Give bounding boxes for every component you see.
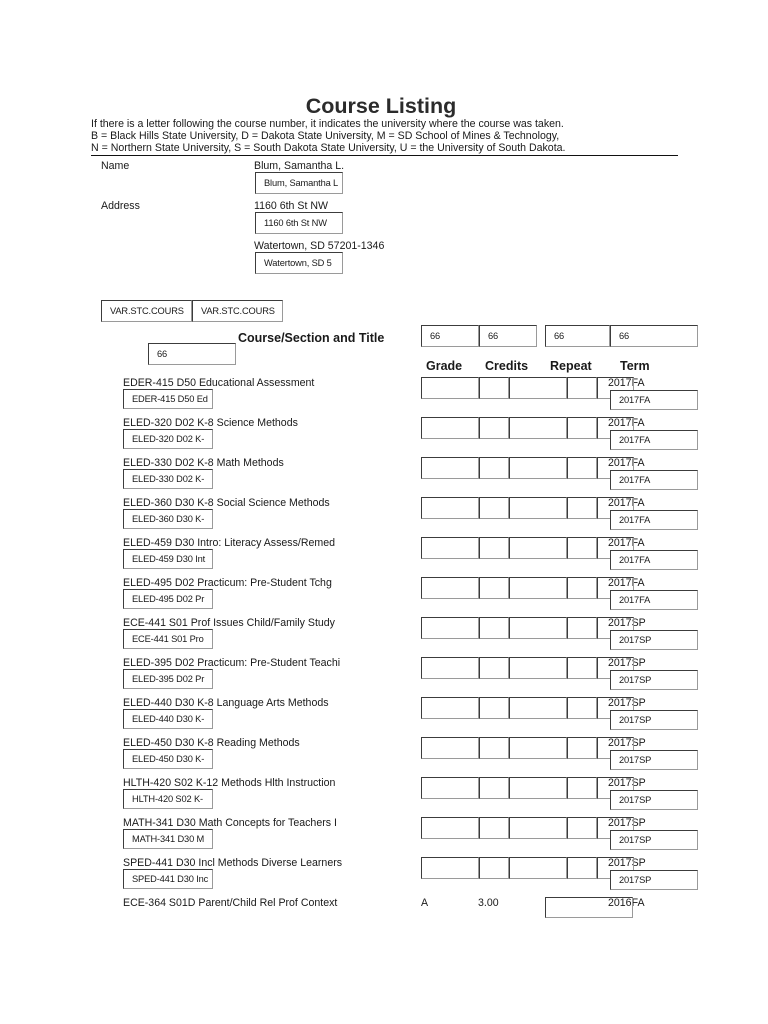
credits-detail-field[interactable] [509, 497, 567, 519]
credits-detail-field[interactable] [509, 817, 567, 839]
term-field[interactable]: 2017SP [610, 830, 698, 850]
address-line2: Watertown, SD 57201-1346 [254, 240, 385, 252]
credits-detail-field[interactable] [509, 417, 567, 439]
intro-line: B = Black Hills State University, D = Dakota State University, M = SD School of Mines & Technology, [91, 130, 560, 142]
course-title: ECE-441 S01 Prof Issues Child/Family Study [123, 617, 335, 629]
term-column-header: Term [620, 359, 650, 373]
course-title: ELED-450 D30 K-8 Reading Methods [123, 737, 300, 749]
grade-field[interactable] [421, 857, 479, 879]
name-label: Name [101, 160, 130, 172]
grade-column-header: Grade [426, 359, 463, 373]
credits-value: 3.00 [478, 897, 499, 909]
course-title: ELED-495 D02 Practicum: Pre-Student Tchg [123, 577, 332, 589]
student-name: Blum, Samantha L. [254, 160, 345, 172]
credits-field[interactable] [479, 777, 509, 799]
course-title: MATH-341 D30 Math Concepts for Teachers I [123, 817, 337, 829]
address-line2-field[interactable]: Watertown, SD 5 [255, 252, 343, 274]
term-field[interactable]: 2017FA [610, 550, 698, 570]
grade-value: A [421, 897, 429, 909]
term-field[interactable]: 2017FA [610, 430, 698, 450]
course-row [0, 657, 768, 697]
address-label: Address [101, 200, 140, 212]
credits-field[interactable] [479, 457, 509, 479]
term-label: 2017FA [608, 457, 645, 469]
term-label: 2017FA [608, 577, 645, 589]
course-title: ELED-320 D02 K-8 Science Methods [123, 417, 298, 429]
course-row [0, 577, 768, 617]
credits-detail-field[interactable] [509, 737, 567, 759]
term-label: 2017FA [608, 417, 645, 429]
course-title-field[interactable]: ELED-395 D02 Pr [123, 669, 213, 689]
course-row [0, 737, 768, 777]
course-row [0, 377, 768, 417]
term-label: 2017SP [608, 857, 646, 869]
term-label: 2017SP [608, 657, 646, 669]
grade-field[interactable] [421, 657, 479, 679]
term-label: 2017SP [608, 817, 646, 829]
term-field[interactable]: 2017FA [610, 510, 698, 530]
term-label: 2017SP [608, 777, 646, 789]
course-section-title-heading: Course/Section and Title [238, 331, 385, 345]
term-field[interactable]: 2017SP [610, 710, 698, 730]
term-field[interactable]: 2017SP [610, 790, 698, 810]
course-title-field[interactable]: MATH-341 D30 M [123, 829, 213, 849]
address-line1: 1160 6th St NW [254, 200, 328, 212]
credits-detail-field[interactable] [509, 537, 567, 559]
course-row [0, 857, 768, 897]
course-title-field[interactable]: ELED-440 D30 K- [123, 709, 213, 729]
var-stc-course-field[interactable]: VAR.STC.COURS [192, 300, 283, 322]
var-stc-course-field[interactable]: VAR.STC.COURS [101, 300, 192, 322]
course-title: ELED-440 D30 K-8 Language Arts Methods [123, 697, 329, 709]
repeat-field[interactable] [567, 817, 597, 839]
grade-field[interactable] [421, 737, 479, 759]
repeat-field[interactable] [567, 777, 597, 799]
credits-field[interactable] [479, 537, 509, 559]
course-row [0, 457, 768, 497]
repeat-field[interactable] [567, 497, 597, 519]
course-row [0, 497, 768, 537]
intro-line: N = Northern State University, S = South Dakota State University, U = the University of South Dakota. [91, 142, 566, 154]
intro-text [91, 118, 565, 154]
repeat-field[interactable] [567, 697, 597, 719]
header-divider [91, 155, 678, 156]
grade-field[interactable] [421, 697, 479, 719]
term-field[interactable]: 2017FA [610, 590, 698, 610]
credits-field[interactable] [479, 377, 509, 399]
credits-detail-field[interactable] [509, 657, 567, 679]
credits-column-header: Credits [485, 359, 529, 373]
header-top-field[interactable]: 66 [610, 325, 698, 347]
term-label: 2017SP [608, 697, 646, 709]
course-title: EDER-415 D50 Educational Assessment [123, 377, 315, 389]
credits-detail-field[interactable] [509, 617, 567, 639]
repeat-field[interactable] [567, 657, 597, 679]
credits-field[interactable] [479, 497, 509, 519]
course-title-field[interactable]: ELED-330 D02 K- [123, 469, 213, 489]
credits-field[interactable] [479, 577, 509, 599]
header-top-field[interactable]: 66 [545, 325, 610, 347]
grade-field[interactable] [421, 537, 479, 559]
course-title: SPED-441 D30 Incl Methods Diverse Learners [123, 857, 343, 869]
term-field[interactable]: 2017FA [610, 470, 698, 490]
repeat-field[interactable] [567, 577, 597, 599]
grade-field[interactable] [421, 417, 479, 439]
course-title: ELED-459 D30 Intro: Literacy Assess/Remed [123, 537, 335, 549]
repeat-field[interactable] [567, 857, 597, 879]
header-top-field[interactable]: 66 [479, 325, 537, 347]
credits-field[interactable] [479, 617, 509, 639]
credits-field[interactable] [479, 857, 509, 879]
course-row-completed [0, 897, 768, 937]
course-title: ELED-330 D02 K-8 Math Methods [123, 457, 284, 469]
grade-field[interactable] [421, 457, 479, 479]
student-name-field[interactable]: Blum, Samantha L [255, 172, 343, 194]
course-title: ELED-360 D30 K-8 Social Science Methods [123, 497, 330, 509]
credits-field[interactable] [479, 697, 509, 719]
course-row [0, 417, 768, 457]
course-row [0, 817, 768, 857]
course-title-field[interactable]: HLTH-420 S02 K- [123, 789, 213, 809]
term-field[interactable]: 2017FA [610, 390, 698, 410]
grade-field[interactable] [421, 617, 479, 639]
intro-line: If there is a letter following the course number, it indicates the university where the course was taken. [91, 118, 564, 130]
credits-field[interactable] [479, 817, 509, 839]
course-title-field[interactable]: ELED-450 D30 K- [123, 749, 213, 769]
credits-detail-field[interactable] [509, 457, 567, 479]
credits-detail-field[interactable] [509, 697, 567, 719]
repeat-field[interactable] [567, 377, 597, 399]
repeat-field[interactable] [545, 897, 633, 918]
course-row [0, 617, 768, 657]
term-field[interactable]: 2017SP [610, 630, 698, 650]
repeat-field[interactable] [567, 737, 597, 759]
term-label: 2017FA [608, 497, 645, 509]
repeat-column-header: Repeat [550, 359, 592, 373]
document-title: Course Listing [305, 94, 457, 118]
term-field[interactable]: 2017SP [610, 750, 698, 770]
header-top-field[interactable]: 66 [421, 325, 479, 347]
term-field[interactable]: 2017SP [610, 870, 698, 890]
credits-field[interactable] [479, 417, 509, 439]
repeat-field[interactable] [567, 457, 597, 479]
course-section-field[interactable]: 66 [148, 343, 236, 365]
grade-field[interactable] [421, 777, 479, 799]
credits-detail-field[interactable] [509, 857, 567, 879]
grade-field[interactable] [421, 497, 479, 519]
course-title: ECE-364 S01D Parent/Child Rel Prof Context [123, 897, 338, 909]
credits-detail-field[interactable] [509, 377, 567, 399]
course-title-field[interactable]: ELED-320 D02 K- [123, 429, 213, 449]
course-title-field[interactable]: ELED-459 D30 Int [123, 549, 213, 569]
term-label: 2016FA [608, 897, 645, 909]
credits-field[interactable] [479, 657, 509, 679]
repeat-field[interactable] [567, 537, 597, 559]
repeat-field[interactable] [567, 617, 597, 639]
credits-detail-field[interactable] [509, 577, 567, 599]
repeat-field[interactable] [567, 417, 597, 439]
course-row [0, 537, 768, 577]
course-title: HLTH-420 S02 K-12 Methods Hlth Instruction [123, 777, 336, 789]
grade-field[interactable] [421, 577, 479, 599]
credits-field[interactable] [479, 737, 509, 759]
course-row [0, 777, 768, 817]
course-title-field[interactable]: EDER-415 D50 Ed [123, 389, 213, 409]
term-field[interactable]: 2017SP [610, 670, 698, 690]
course-row [0, 697, 768, 737]
course-title-field[interactable]: ELED-360 D30 K- [123, 509, 213, 529]
grade-field[interactable] [421, 817, 479, 839]
course-title: ELED-395 D02 Practicum: Pre-Student Teachi [123, 657, 341, 669]
course-title-field[interactable]: SPED-441 D30 Inc [123, 869, 213, 889]
course-title-field[interactable]: ECE-441 S01 Pro [123, 629, 213, 649]
term-label: 2017SP [608, 737, 646, 749]
address-line1-field[interactable]: 1160 6th St NW [255, 212, 343, 234]
term-label: 2017FA [608, 377, 645, 389]
term-label: 2017FA [608, 537, 645, 549]
course-title-field[interactable]: ELED-495 D02 Pr [123, 589, 213, 609]
grade-field[interactable] [421, 377, 479, 399]
term-label: 2017SP [608, 617, 646, 629]
credits-detail-field[interactable] [509, 777, 567, 799]
